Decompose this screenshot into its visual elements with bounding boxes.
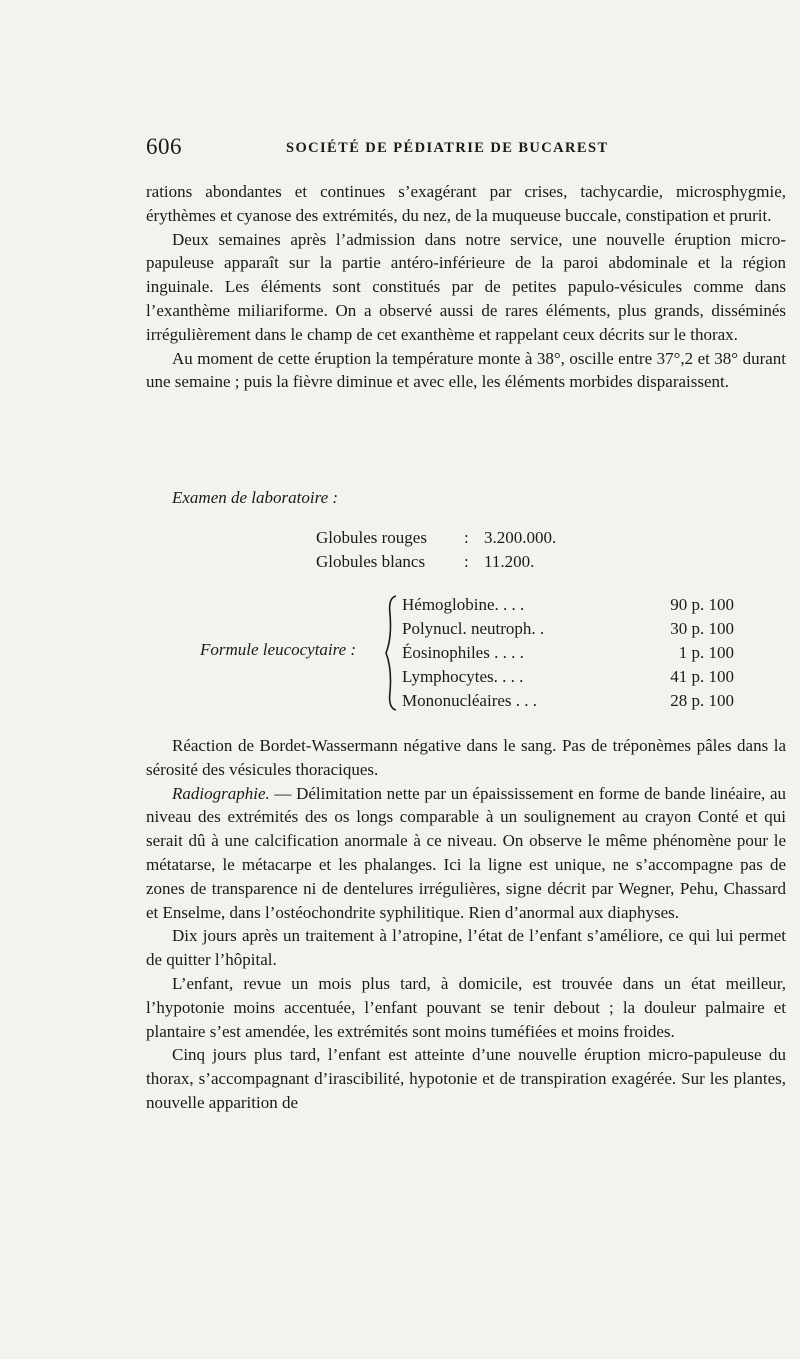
page-header xyxy=(146,134,786,168)
globules-value: 11.200. xyxy=(484,552,535,571)
formule-row xyxy=(402,593,734,617)
paragraph: Au moment de cette éruption la température monte à 38°, oscille entre 37°,2 et 38° durant une semaine ; puis la fièvre diminue et avec elle, les éléments morbides disparaissent. xyxy=(146,348,786,392)
paragraph: Cinq jours plus tard, l’enfant est atteinte d’une nouvelle éruption micro-papuleuse du thorax, s’accompagnant d’irascibilité, hypotonie et de transpiration exagérée. Sur les plantes, nouvelle apparition de xyxy=(146,1045,786,1112)
body-text-top xyxy=(146,180,786,394)
paragraph: Deux semaines après l’admission dans notre service, une nouvelle éruption micro-papuleuse apparaît sur la partie antéro-inférieure de la paroi abdominale et la région inguinale. Les éléments sont constitués par de petites papulo-vésicules comme dans l’exanthème miliariforme. On a observé aussi de rares éléments, plus grands, disséminés irrégulièrement dans le champ de cet exanthème et rappelant ceux décrits sur le thorax. xyxy=(146,229,786,344)
radiographie-label: Radiographie. xyxy=(172,783,270,803)
body-text-bottom xyxy=(146,734,786,1115)
formule-row xyxy=(402,665,734,689)
globules-row: Globules blancs : 11.200. xyxy=(316,550,534,574)
running-title: SOCIÉTÉ DE PÉDIATRIE DE BUCAREST xyxy=(286,140,609,156)
formule-row-label: Lymphocytes. . . . xyxy=(402,667,524,686)
paragraph: Dix jours après un traitement à l’atropine, l’état de l’enfant s’améliore, ce qui lui permet de quitter l’hôpital. xyxy=(146,926,786,970)
formule-row-value: 28 p. 100 xyxy=(670,691,734,710)
paragraph: Réaction de Bordet-Wassermann négative dans le sang. Pas de tréponèmes pâles dans la sérosité des vésicules thoraciques. xyxy=(146,736,786,779)
globules-label: Globules rouges xyxy=(316,528,427,547)
globules-value: 3.200.000. xyxy=(484,528,557,547)
formule-row xyxy=(402,689,734,713)
formule-row-value: 1 p. 100 xyxy=(678,643,734,662)
formule-label: Formule leucocytaire : xyxy=(200,640,357,659)
paragraph: L’enfant, revue un mois plus tard, à domicile, est trouvée dans un état meilleur, l’hypotonie moins accentuée, l’enfant pouvant se tenir debout ; la douleur palmaire et plantaire s’est amendée, les extrémités sont moins tuméfiées et moins froides. xyxy=(146,973,786,1041)
paragraph xyxy=(146,782,786,925)
formule-row-label: Éosinophiles . . . . xyxy=(402,643,524,662)
globules-label: Globules blancs xyxy=(316,552,426,571)
globules-row: Globules rouges : 3.200.000. xyxy=(316,526,556,550)
formule-row-label: Mononucléaires . . . xyxy=(402,691,538,710)
curly-brace-icon xyxy=(382,594,400,712)
formule-row xyxy=(402,641,734,665)
radiographie-text: — Délimitation nette par un épaississement en forme de bande linéaire, au niveau des extrémités des os longs comparable à un soulignement au crayon Conté et qui serait dû à une calcification anormale à ce niveau. On observe le même phénomène pour le métatarse, le métacarpe et les phalanges. Ici la ligne est unique, ne s’accompagne pas de zones de transparence ni de dentelures irrégulières, signe décrit par Wegner, Pehu, Chassard et Enselme, dans l’ostéochondrite syphilitique. Rien d’anormal aux diaphyses. xyxy=(146,783,786,922)
formule-row xyxy=(402,617,734,641)
formule-row-value: 30 p. 100 xyxy=(670,619,734,638)
paragraph: rations abondantes et continues s’exagérant par crises, tachycardie, microsphygmie, érythèmes et cyanose des extrémités, du nez, de la muqueuse buccale, constipation et prurit. xyxy=(146,182,786,225)
formule-row-value: 41 p. 100 xyxy=(670,667,734,686)
exam-heading: Examen de laboratoire : xyxy=(172,488,339,507)
formule-row-label: Hémoglobine. . . . xyxy=(402,595,525,614)
page-number: 606 xyxy=(146,134,182,159)
formule-row-label: Polynucl. neutroph. . xyxy=(402,619,545,638)
formule-row-value: 90 p. 100 xyxy=(670,595,734,614)
